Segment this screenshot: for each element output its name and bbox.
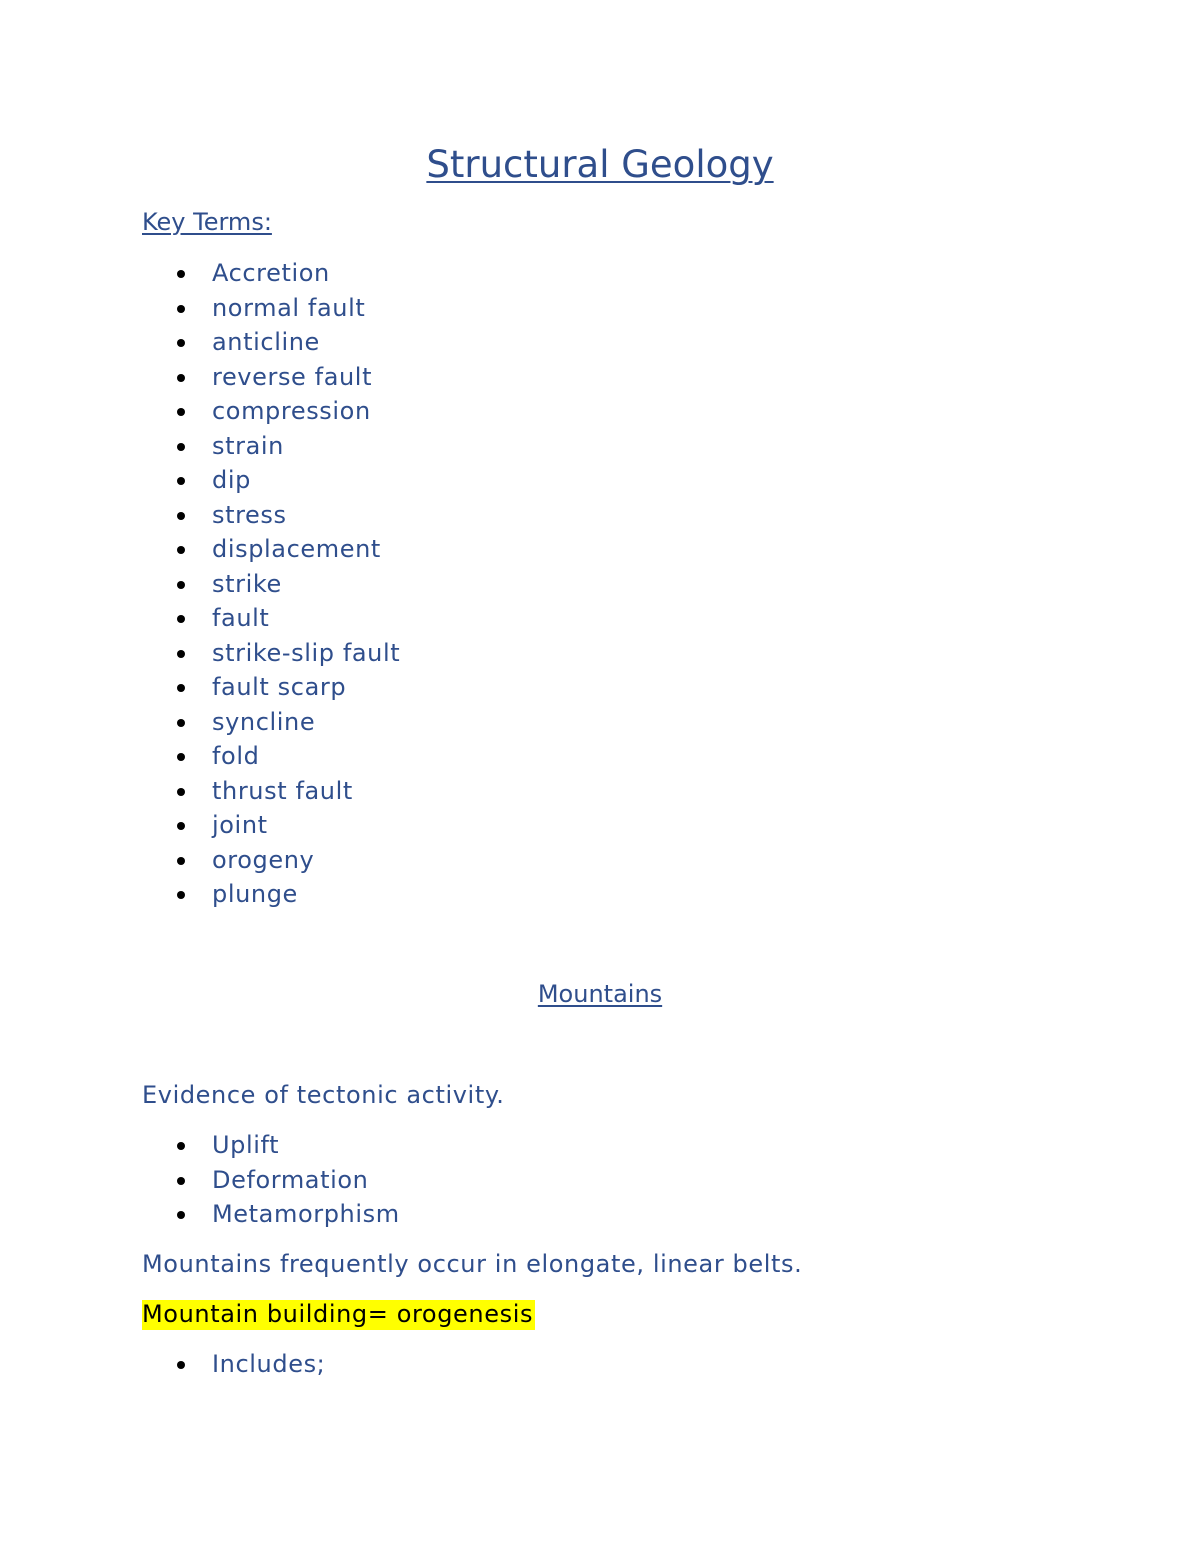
section-heading-mountains: Mountains [537,980,663,1008]
bullet-icon [177,1211,185,1219]
list-item-label: displacement [212,535,381,563]
bullet-icon [177,891,185,899]
list-item-label: anticline [212,328,320,356]
list-item [142,843,400,878]
list-item [142,567,400,602]
list-item [142,429,400,464]
list-item-label: Accretion [212,259,330,287]
list-item [142,1347,325,1382]
list-item-label: thrust fault [212,776,353,805]
list-item [142,394,400,429]
list-item-label: strike-slip fault [212,638,401,667]
list-item-label: Deformation [212,1165,369,1194]
list-item [142,739,400,774]
list-item-label: compression [212,397,371,425]
bullet-icon [177,719,185,727]
list-item-label: joint [212,811,268,839]
list-item [142,498,400,533]
bullet-icon [177,443,185,451]
list-item-label: fault [212,604,270,632]
list-item [142,1197,400,1232]
bullet-icon [177,753,185,761]
evidence-paragraph: Evidence of tectonic activity. [142,1081,505,1109]
list-item-label: strain [212,431,284,460]
highlight-paragraph [142,1298,535,1330]
list-item [142,705,400,740]
bullet-icon [177,1142,185,1150]
list-item-label: orogeny [212,845,315,874]
includes-list [142,1347,325,1382]
key-terms-heading: Key Terms: [142,208,272,236]
bullet-icon [177,477,185,485]
list-item-label: reverse fault [212,362,373,391]
bullet-icon [177,305,185,313]
list-item [142,256,400,291]
list-item-label: Includes; [212,1350,326,1378]
list-item [142,1128,400,1163]
list-item [142,601,400,636]
list-item-label: fault scarp [212,673,347,701]
bullet-icon [177,684,185,692]
list-item-label: Uplift [212,1131,280,1159]
bullet-icon [177,270,185,278]
list-item-label: plunge [212,880,298,908]
bullet-icon [177,339,185,347]
list-item [142,877,400,912]
list-item [142,774,400,809]
key-terms-list [142,256,400,912]
bullet-icon [177,650,185,658]
bullet-icon [177,822,185,830]
list-item-label: Metamorphism [212,1200,400,1228]
bullet-icon [177,408,185,416]
bullet-icon [177,857,185,865]
list-item [142,532,400,567]
list-item [142,1163,400,1198]
list-item [142,360,400,395]
list-item [142,636,400,671]
evidence-list [142,1128,400,1232]
list-item-label: syncline [212,707,316,736]
highlighted-text: Mountain building= orogenesis [142,1300,534,1328]
list-item [142,291,400,326]
bullet-icon [177,512,185,520]
bullet-icon [177,1177,185,1185]
bullet-icon [177,1361,185,1369]
list-item [142,670,400,705]
bullet-icon [177,374,185,382]
list-item-label: stress [212,500,287,529]
bullet-icon [177,615,185,623]
list-item-label: strike [212,569,282,598]
list-item-label: normal fault [212,293,366,322]
belts-paragraph: Mountains frequently occur in elongate, linear belts. [142,1250,803,1278]
bullet-icon [177,788,185,796]
list-item [142,325,400,360]
page-title: Structural Geology [426,143,774,186]
list-item-label: fold [212,742,260,770]
bullet-icon [177,546,185,554]
list-item [142,808,400,843]
bullet-icon [177,581,185,589]
list-item [142,463,400,498]
list-item-label: dip [212,466,251,494]
